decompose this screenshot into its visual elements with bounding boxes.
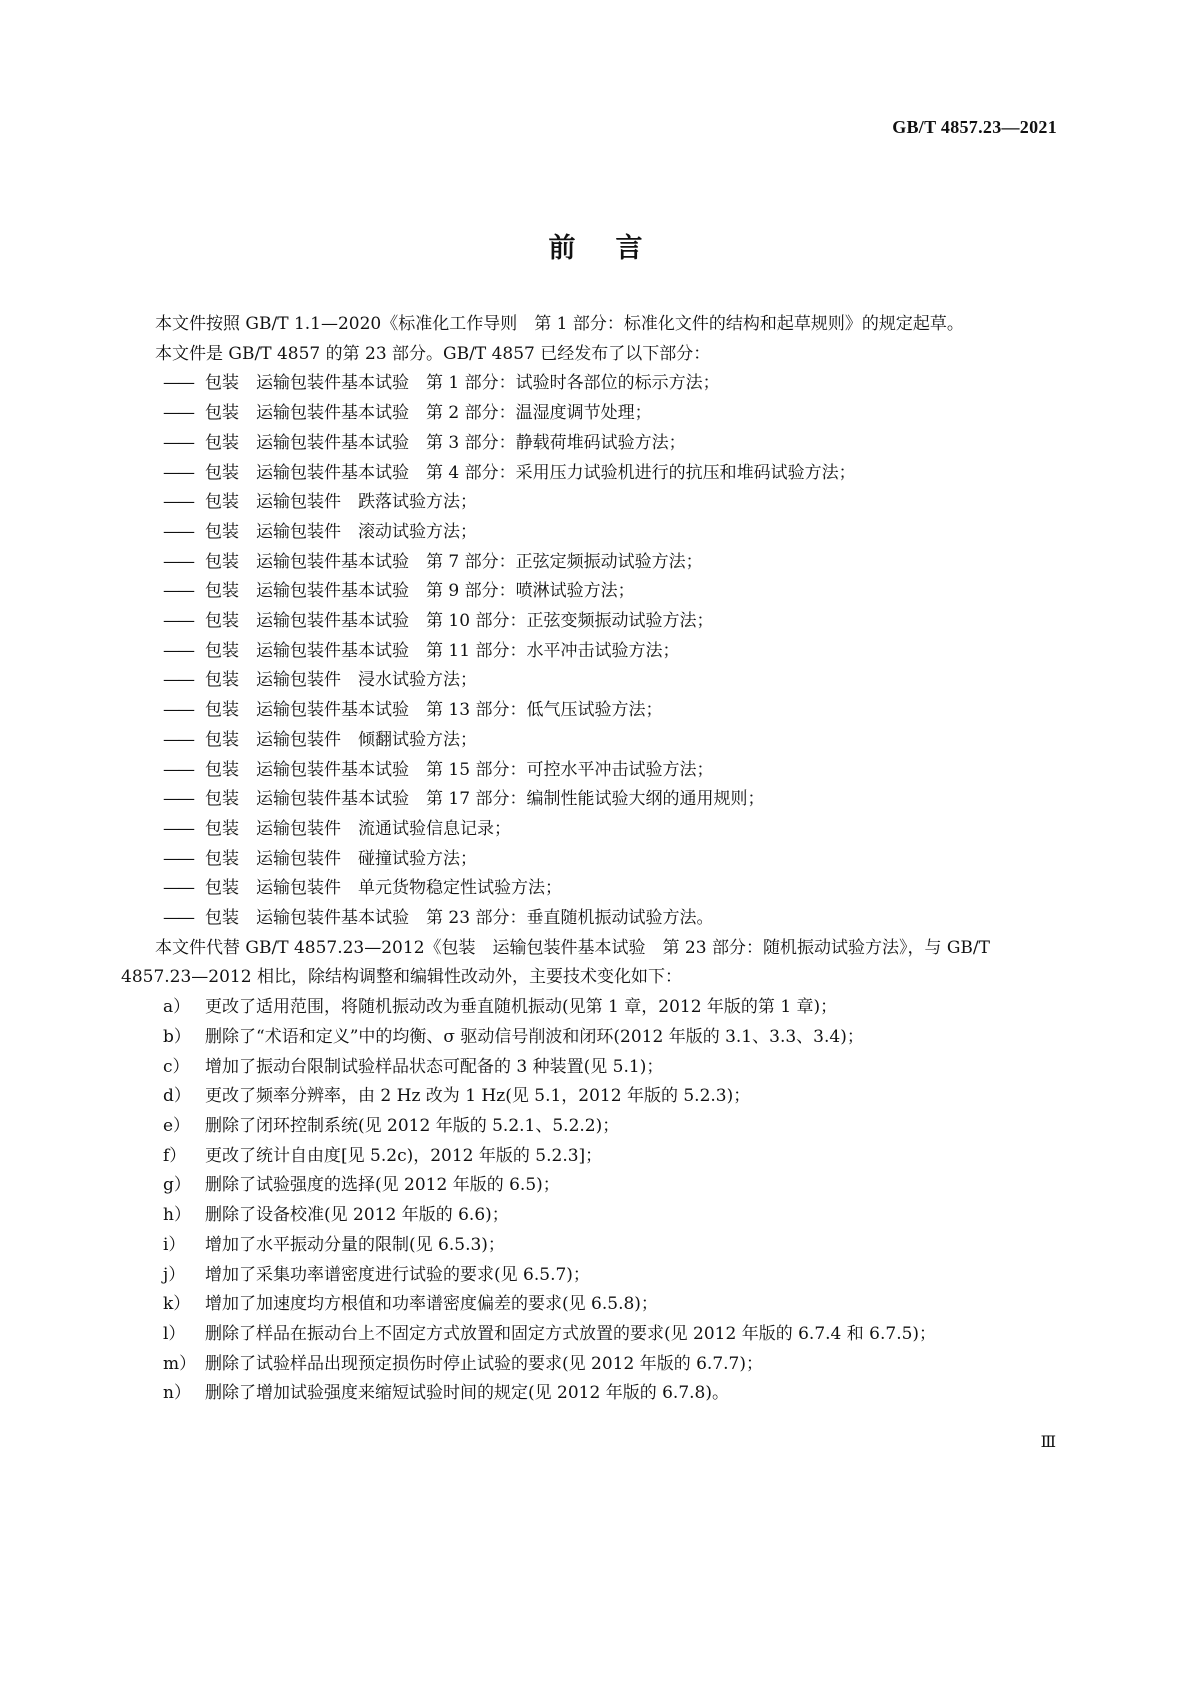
dash: —— xyxy=(163,878,193,899)
item-marker: j） xyxy=(163,1264,186,1285)
list-item: —— 包装 运输包装件 滚动试验方法； xyxy=(121,518,1061,548)
list-item: —— 包装 运输包装件基本试验 第 11 部分：水平冲击试验方法； xyxy=(121,637,1061,667)
list-item: —— 包装 运输包装件基本试验 第 2 部分：温湿度调节处理； xyxy=(121,399,1061,429)
list-item: c） 增加了振动台限制试验样品状态可配备的 3 种装置(见 5.1)； xyxy=(121,1053,1061,1083)
list-item: —— 包装 运输包装件 跌落试验方法； xyxy=(121,488,1061,518)
item-marker: e） xyxy=(163,1115,191,1136)
list-item: f） 更改了统计自由度[见 5.2c)，2012 年版的 5.2.3]； xyxy=(121,1142,1061,1172)
parts-list xyxy=(121,369,1061,933)
dash: —— xyxy=(163,908,193,929)
dash: —— xyxy=(163,521,193,542)
list-item: —— 包装 运输包装件基本试验 第 23 部分：垂直随机振动试验方法。 xyxy=(121,904,1061,934)
list-item: —— 包装 运输包装件基本试验 第 4 部分：采用压力试验机进行的抗压和堆码试验方法； xyxy=(121,459,1061,489)
dash: —— xyxy=(163,729,193,750)
item-marker: m） xyxy=(163,1353,197,1374)
dash: —— xyxy=(163,700,193,721)
list-item: j） 增加了采集功率谱密度进行试验的要求(见 6.5.7)； xyxy=(121,1261,1061,1291)
list-item: —— 包装 运输包装件基本试验 第 7 部分：正弦定频振动试验方法； xyxy=(121,548,1061,578)
dash: —— xyxy=(163,373,193,394)
list-item: k） 增加了加速度均方根值和功率谱密度偏差的要求(见 6.5.8)； xyxy=(121,1290,1061,1320)
list-item: l） 删除了样品在振动台上不固定方式放置和固定方式放置的要求(见 2012 年版的 6.7.4 和 6.7.5)； xyxy=(121,1320,1061,1350)
item-marker: h） xyxy=(163,1205,191,1226)
list-item: h） 删除了设备校准(见 2012 年版的 6.6)； xyxy=(121,1201,1061,1231)
item-marker: n） xyxy=(163,1383,191,1404)
item-marker: b） xyxy=(163,1026,191,1047)
list-item: m） 删除了试验样品出现预定损伤时停止试验的要求(见 2012 年版的 6.7.7)； xyxy=(121,1350,1061,1380)
dash: —— xyxy=(163,432,193,453)
intro-paragraph-drafting: 本文件按照 GB/T 1.1—2020《标准化工作导则 第 1 部分：标准化文件的结构和起草规则》的规定起草。 xyxy=(155,314,964,334)
list-item: a） 更改了适用范围，将随机振动改为垂直随机振动(见第 1 章，2012 年版的第 1 章)； xyxy=(121,993,1061,1023)
list-item: —— 包装 运输包装件基本试验 第 3 部分：静载荷堆码试验方法； xyxy=(121,429,1061,459)
item-marker: a） xyxy=(163,997,191,1018)
dash: —— xyxy=(163,492,193,513)
standard-number: GB/T 4857.23—2021 xyxy=(892,117,1057,137)
dash: —— xyxy=(163,640,193,661)
list-item: —— 包装 运输包装件基本试验 第 1 部分：试验时各部位的标示方法； xyxy=(121,369,1061,399)
list-item: —— 包装 运输包装件基本试验 第 10 部分：正弦变频振动试验方法； xyxy=(121,607,1061,637)
list-item: —— 包装 运输包装件基本试验 第 17 部分：编制性能试验大纲的通用规则； xyxy=(121,785,1061,815)
list-item: b） 删除了“术语和定义”中的均衡、σ 驱动信号削波和闭环(2012 年版的 3.1、3.3、3.4)； xyxy=(121,1023,1061,1053)
list-item: —— 包装 运输包装件 碰撞试验方法； xyxy=(121,845,1061,875)
page-title: 前言 xyxy=(548,233,683,264)
item-marker: i） xyxy=(163,1234,186,1255)
dash: —— xyxy=(163,581,193,602)
item-marker: c） xyxy=(163,1056,190,1077)
item-marker: f） xyxy=(163,1145,187,1166)
list-item: e） 删除了闭环控制系统(见 2012 年版的 5.2.1、5.2.2)； xyxy=(121,1112,1061,1142)
list-item: —— 包装 运输包装件 倾翻试验方法； xyxy=(121,726,1061,756)
dash: —— xyxy=(163,759,193,780)
item-marker: k） xyxy=(163,1294,191,1315)
list-item: —— 包装 运输包装件基本试验 第 15 部分：可控水平冲击试验方法； xyxy=(121,756,1061,786)
list-item: —— 包装 运输包装件 单元货物稳定性试验方法； xyxy=(121,874,1061,904)
list-item: g） 删除了试验强度的选择(见 2012 年版的 6.5)； xyxy=(121,1171,1061,1201)
dash: —— xyxy=(163,848,193,869)
list-item: i） 增加了水平振动分量的限制(见 6.5.3)； xyxy=(121,1231,1061,1261)
dash: —— xyxy=(163,818,193,839)
page-number: Ⅲ xyxy=(1040,1434,1056,1451)
list-item: —— 包装 运输包装件 浸水试验方法； xyxy=(121,666,1061,696)
list-item: —— 包装 运输包装件 流通试验信息记录； xyxy=(121,815,1061,845)
item-marker: d） xyxy=(163,1086,191,1107)
list-item: —— 包装 运输包装件基本试验 第 9 部分：喷淋试验方法； xyxy=(121,577,1061,607)
dash: —— xyxy=(163,670,193,691)
dash: —— xyxy=(163,611,193,632)
replacement-paragraph: 本文件代替 GB/T 4857.23—2012《包装 运输包装件基本试验 第 23 部分：随机振动试验方法》，与 GB/T 4857.23—2012 相比，除结构调整和编辑性改动外，主要技术变化如下： xyxy=(121,937,990,988)
list-item: d） 更改了频率分辨率，由 2 Hz 改为 1 Hz(见 5.1，2012 年版的 5.2.3)； xyxy=(121,1082,1061,1112)
item-marker: g） xyxy=(163,1175,191,1196)
dash: —— xyxy=(163,551,193,572)
list-item: n） 删除了增加试验强度来缩短试验时间的规定(见 2012 年版的 6.7.8)。 xyxy=(121,1379,1061,1409)
item-marker: l） xyxy=(163,1323,186,1344)
document-body xyxy=(121,310,1061,1409)
dash: —— xyxy=(163,403,193,424)
intro-paragraph-parts: 本文件是 GB/T 4857 的第 23 部分。GB/T 4857 已经发布了以下部分： xyxy=(155,343,711,364)
list-item: —— 包装 运输包装件基本试验 第 13 部分：低气压试验方法； xyxy=(121,696,1061,726)
changes-list xyxy=(121,993,1061,1409)
dash: —— xyxy=(163,462,193,483)
dash: —— xyxy=(163,789,193,810)
